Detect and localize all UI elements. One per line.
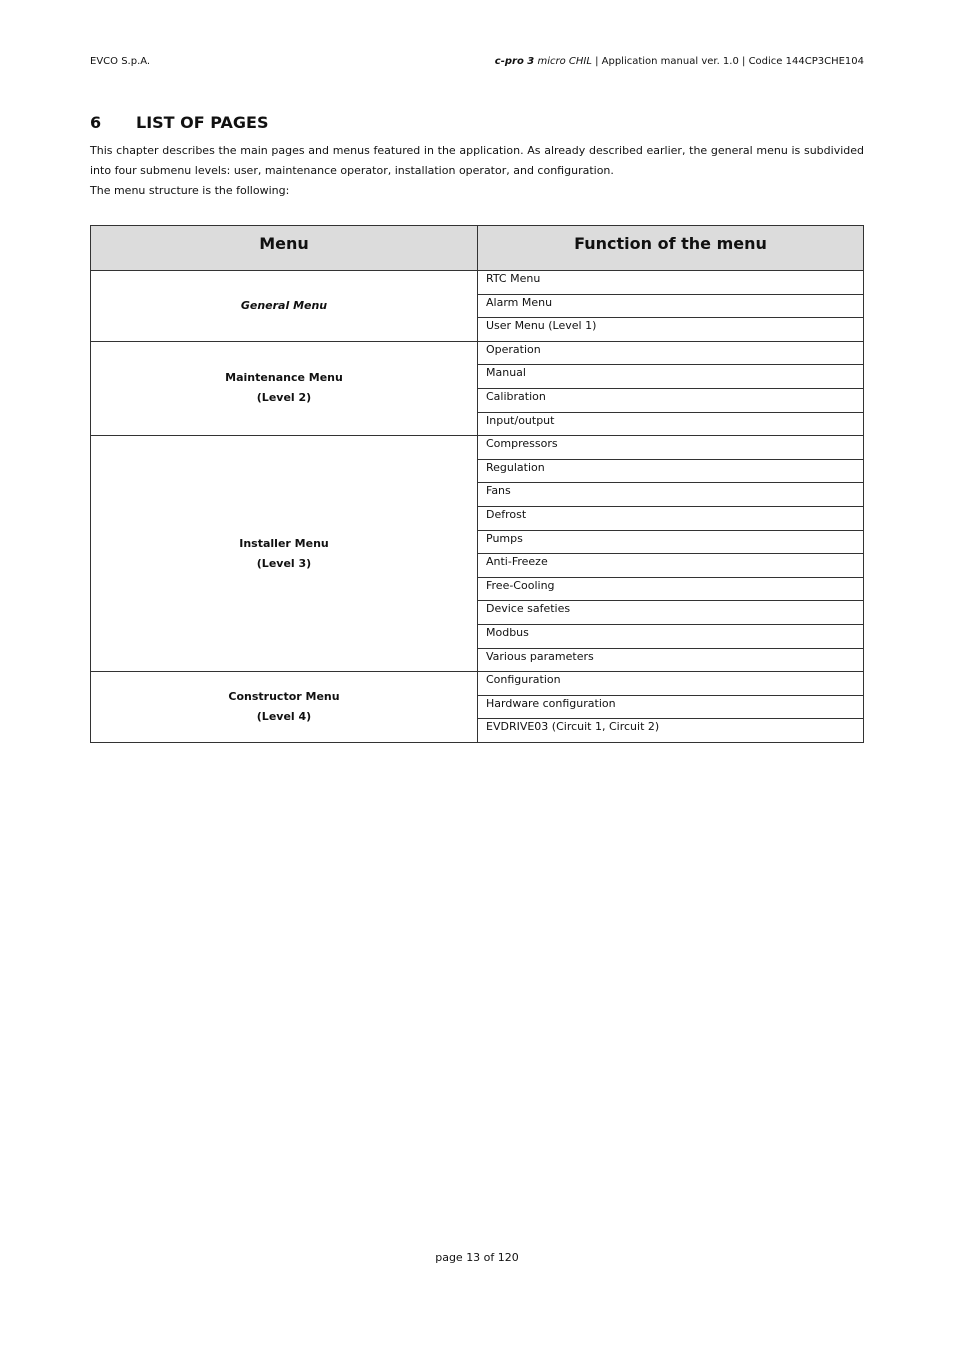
menu-function-cell: Compressors xyxy=(478,436,864,460)
company-name: EVCO S.p.A. xyxy=(90,56,151,67)
manual-reference xyxy=(495,56,864,67)
table-row xyxy=(91,271,864,295)
section-heading xyxy=(90,113,268,132)
menu-group-name: Installer Menu xyxy=(239,536,329,550)
column-header-menu: Menu xyxy=(91,226,478,271)
menu-function-cell: Modbus xyxy=(478,624,864,648)
menu-function-cell: User Menu (Level 1) xyxy=(478,318,864,342)
intro-text xyxy=(90,141,864,201)
menu-function-cell: Free-Cooling xyxy=(478,577,864,601)
menu-group-cell xyxy=(91,341,478,435)
menu-group-level: (Level 3) xyxy=(256,556,312,570)
menu-group-level: (Level 4) xyxy=(256,709,312,723)
menu-function-cell: Various parameters xyxy=(478,648,864,672)
section-title: LIST OF PAGES xyxy=(136,113,269,132)
menu-function-cell: Manual xyxy=(478,365,864,389)
table-header-row xyxy=(91,226,864,271)
menu-function-cell: Calibration xyxy=(478,388,864,412)
menu-group-level: (Level 2) xyxy=(256,391,312,405)
table-row xyxy=(91,672,864,696)
menu-structure-table xyxy=(90,225,864,743)
manual-info: | Application manual ver. 1.0 | Codice 144CP3CHE104 xyxy=(591,56,864,67)
menu-function-cell: Anti-Freeze xyxy=(478,554,864,578)
table-row xyxy=(91,436,864,460)
menu-function-cell: Fans xyxy=(478,483,864,507)
product-name: c-pro 3 xyxy=(494,56,535,67)
menu-group-cell xyxy=(91,271,478,342)
menu-group-cell xyxy=(91,672,478,743)
page-number: page 13 of 120 xyxy=(435,1251,519,1264)
menu-group-name: Maintenance Menu xyxy=(225,371,343,385)
menu-function-cell: Regulation xyxy=(478,459,864,483)
menu-group-cell xyxy=(91,436,478,672)
menu-function-cell: Configuration xyxy=(478,672,864,696)
product-variant: micro CHIL xyxy=(537,56,592,67)
menu-function-cell: Hardware configuration xyxy=(478,695,864,719)
column-header-function: Function of the menu xyxy=(478,226,864,271)
menu-group-name: Constructor Menu xyxy=(228,689,340,703)
intro-paragraph: This chapter describes the main pages and menus featured in the application. As already described earlier, the general menu is subdivided into four submenu levels: user, maintenance operator, installation operator, and configuration. xyxy=(90,144,864,177)
menu-function-cell: Device safeties xyxy=(478,601,864,625)
menu-function-cell: Input/output xyxy=(478,412,864,436)
menu-function-cell: RTC Menu xyxy=(478,271,864,295)
menu-function-cell: Alarm Menu xyxy=(478,294,864,318)
menu-group-name: General Menu xyxy=(240,298,328,312)
menu-function-cell: Operation xyxy=(478,341,864,365)
intro-paragraph: The menu structure is the following: xyxy=(90,184,290,197)
menu-function-cell: Pumps xyxy=(478,530,864,554)
table-row xyxy=(91,341,864,365)
section-number: 6 xyxy=(90,113,102,132)
menu-function-cell: Defrost xyxy=(478,506,864,530)
menu-function-cell: EVDRIVE03 (Circuit 1, Circuit 2) xyxy=(478,719,864,743)
